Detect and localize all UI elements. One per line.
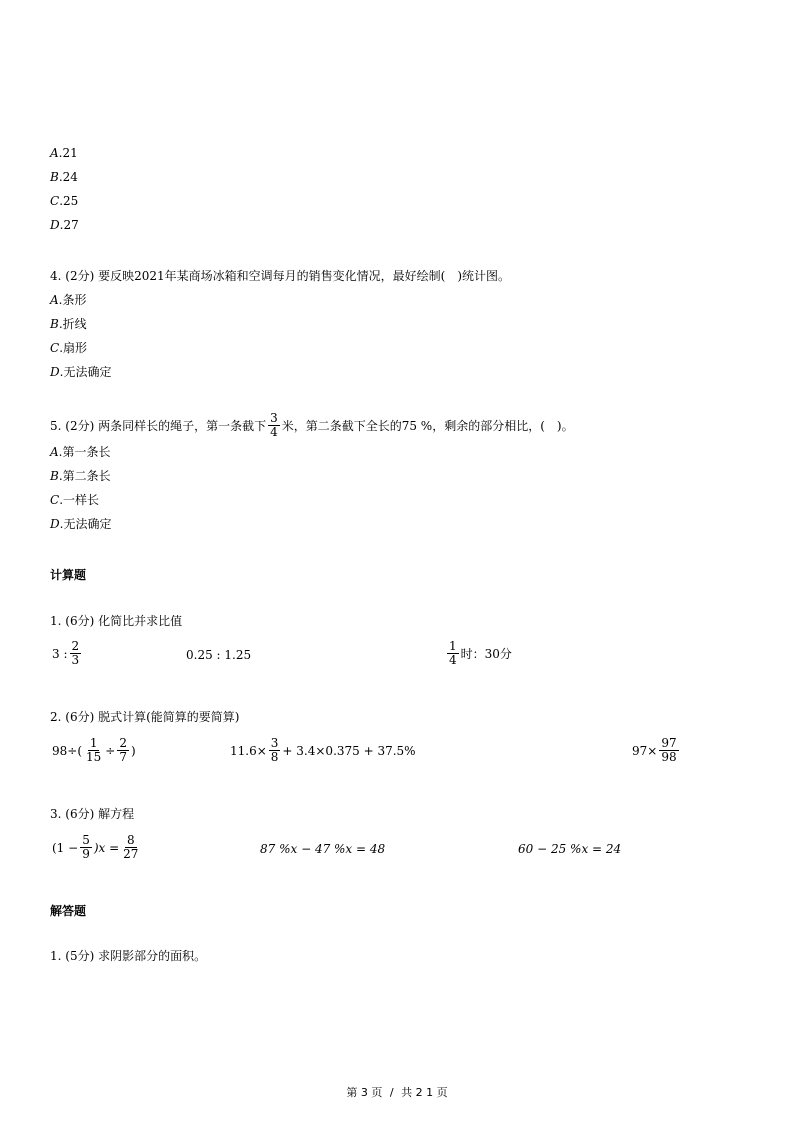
option-b: B.折线	[50, 317, 87, 331]
fraction: $\frac{1}{15}$	[86, 736, 102, 764]
option-a: A.21	[50, 146, 78, 160]
fraction: $\frac{2}{3}$	[71, 639, 80, 667]
option-a: A.第一条长	[50, 445, 111, 459]
fraction: $\frac{2}{7}$	[119, 736, 127, 764]
calc-1-title: 1. (6分) 化简比并求比值	[50, 614, 183, 628]
fraction: $\frac{1}{4}$	[449, 639, 457, 667]
option-a: A.条形	[50, 293, 87, 307]
fraction: $\frac{5}{9}$	[82, 833, 90, 861]
calc-1-expr-2: 0.25 : 1.25	[186, 648, 252, 662]
option-b: B.24	[50, 170, 78, 184]
calc-1-expr-3: $\frac{1}{4}$ 时：30分	[449, 639, 512, 667]
page-separator: /	[389, 1086, 394, 1099]
page-total: 共 2 1 页	[401, 1086, 448, 1099]
option-c: C.25	[50, 194, 79, 208]
calc-2-expr-2: 11.6× $\frac{3}{8}$ + 3.4×0.375 + 37.5%	[230, 736, 416, 764]
calc-3-expr-2: 87 %x − 47 %x = 48	[260, 842, 386, 856]
fraction: $\frac{97}{98}$	[661, 736, 677, 764]
option-d: D.无法确定	[50, 365, 112, 379]
option-c: C.扇形	[50, 341, 88, 355]
page-number: 第 3 页	[346, 1086, 383, 1099]
question-4-stem: 4. (2分) 要反映2021年某商场冰箱和空调每月的销售变化情况，最好绘制( )统计图。	[50, 269, 510, 283]
calc-2-title: 2. (6分) 脱式计算(能简算的要简算)	[50, 710, 240, 724]
option-c: C.一样长	[50, 493, 100, 507]
calc-2-expr-3: 97× $\frac{97}{98}$	[632, 736, 677, 764]
fraction: $\frac{8}{27}$	[123, 833, 139, 861]
answer-1-title: 1. (5分) 求阴影部分的面积。	[50, 949, 207, 963]
page-footer	[0, 1084, 794, 1100]
section-heading-answer: 解答题	[50, 904, 87, 918]
calc-3-expr-1: (1 − $\frac{5}{9}$ )x = $\frac{8}{27}$	[52, 833, 139, 861]
calc-3-title: 3. (6分) 解方程	[50, 807, 135, 821]
fraction: $\frac{3}{4}$	[270, 411, 278, 439]
option-d: D.无法确定	[50, 517, 112, 531]
calc-1-expr-1: 3 : $\frac{2}{3}$	[52, 639, 80, 667]
option-d: D.27	[50, 218, 79, 232]
fraction: $\frac{3}{8}$	[270, 736, 279, 764]
section-heading-calc: 计算题	[50, 568, 87, 582]
question-5-stem: 5. (2分) 两条同样长的绳子，第一条截下 $\frac{3}{4}$ 米，第二条截下全长的75 %，剩余的部分相比，( )。	[50, 411, 574, 439]
calc-3-expr-3: 60 − 25 %x = 24	[518, 842, 622, 856]
calc-2-expr-1: 98÷( $\frac{1}{15}$ ÷ $\frac{2}{7}$ )	[52, 736, 136, 764]
option-b: B.第二条长	[50, 469, 111, 483]
